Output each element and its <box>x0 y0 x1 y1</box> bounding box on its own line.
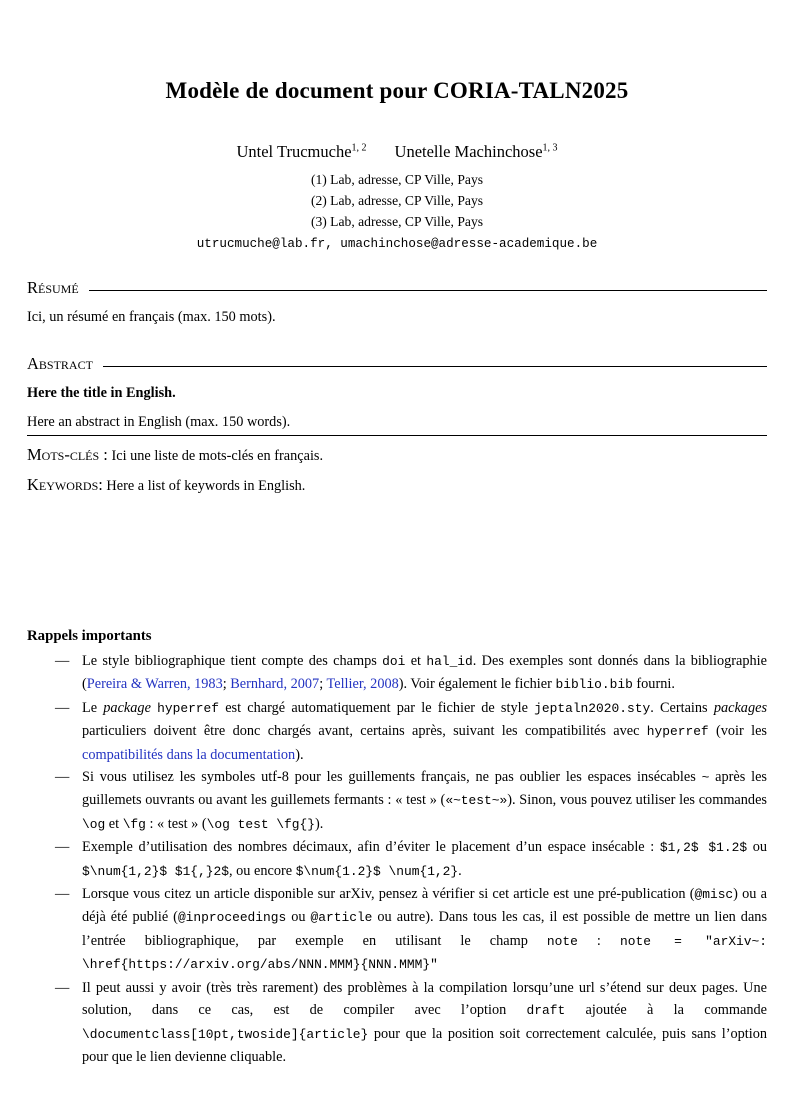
inline-code: hyperref <box>157 700 220 716</box>
inline-code: biblio.bib <box>555 677 633 693</box>
text-segment: : « test » ( <box>145 815 207 832</box>
text-segment: (voir les <box>708 723 767 740</box>
note-text <box>82 650 767 697</box>
text-segment: fourni. <box>632 676 675 693</box>
inline-code: \og <box>82 816 106 832</box>
inline-link[interactable]: compatibilités dans la documentation <box>82 746 296 763</box>
inline-code: note <box>546 933 578 949</box>
abstract-label: Abstract <box>27 354 93 373</box>
notes-heading: Rappels importants <box>27 628 152 644</box>
author-emails: utrucmuche@lab.fr, umachinchose@adresse-academique.be <box>196 237 598 251</box>
paper-title: Modèle de document pour CORIA-TALN2025 <box>165 78 629 103</box>
affiliation-line: (2) Lab, adresse, CP Ville, Pays <box>310 193 484 208</box>
keywords-text: Here a list of keywords in English. <box>106 478 306 494</box>
affiliation-line: (1) Lab, adresse, CP Ville, Pays <box>310 172 484 187</box>
note-text <box>82 977 767 1069</box>
text-segment: ; <box>319 676 327 693</box>
text-segment: , ou encore <box>228 862 296 879</box>
horizontal-rule <box>89 290 767 291</box>
inline-code: \documentclass[10pt,twoside]{article} <box>82 1026 369 1042</box>
notes-list <box>27 650 767 1068</box>
abstract-section-header <box>27 354 767 374</box>
list-dash-marker: — <box>55 839 70 856</box>
author-2-affiliation-marks: 1, 3 <box>542 142 558 154</box>
note-item <box>55 977 767 1069</box>
resume-label: Résumé <box>27 278 79 297</box>
resume-section-header <box>27 278 767 298</box>
keywords-line <box>27 475 767 496</box>
list-dash-marker: — <box>55 699 70 716</box>
list-dash-marker: — <box>55 979 70 996</box>
authors-line <box>27 142 767 162</box>
text-segment: Le <box>82 699 104 716</box>
text-segment: ou autre). Dans tous les cas, il est possible de mettre un lien dans l’entrée bibliographique, par exemple en utilisant le champ <box>82 909 768 949</box>
text-segment: Le style bibliographique tient compte des champs <box>82 653 383 669</box>
note-item <box>55 883 767 977</box>
mots-cles-label: Mots-clés : <box>27 445 108 464</box>
inline-code: jeptaln2020.sty <box>534 700 651 716</box>
mots-cles-line <box>27 445 767 466</box>
text-segment: après les guillemets ouvrants ou avant les guillemets fermants : « test » ( <box>82 769 767 809</box>
text-segment: est chargé automatiquement par le fichier de style <box>219 699 535 716</box>
inline-code: doi <box>382 654 406 669</box>
author-1-name: Untel Trucmuche <box>236 142 352 161</box>
text-segment: Il peut aussi y avoir (très très rarement) des problèmes à la compilation lorsqu’une url s’étend sur deux pages. Une solution, dans ce cas, est de compiler avec l’option <box>82 979 767 1019</box>
note-text <box>82 766 767 836</box>
text-segment: particuliers doivent être donc chargés avant, certains après, suivant les compatibilités avec <box>82 723 647 740</box>
inline-code: @inproceedings <box>177 910 287 926</box>
inline-code: hyperref <box>646 724 709 740</box>
mots-cles-text: Ici une liste de mots-clés en français. <box>111 448 324 464</box>
text-segment: pour que la position soit correctement calculée, puis sans l’option pour que le lien devienne cliquable. <box>82 1025 767 1065</box>
author-2-name: Unetelle Machinchose <box>394 142 543 161</box>
text-segment: . Des exemples sont donnés dans la bibliographie ( <box>82 653 767 693</box>
inline-code: draft <box>526 1003 566 1019</box>
text-segment: et <box>405 653 427 669</box>
text-segment: : <box>577 932 620 949</box>
inline-code: @misc <box>694 887 734 903</box>
inline-code: \fg <box>122 816 146 832</box>
list-dash-marker: — <box>55 769 70 786</box>
note-item <box>55 697 767 766</box>
inline-code: note = "arXiv~: \href{https://arxiv.org/abs/NNN.MMM}{NNN.MMM}" <box>82 933 767 973</box>
text-segment: ). Sinon, vous pouvez utiliser les commandes <box>507 792 767 809</box>
text-segment: ou <box>286 909 311 926</box>
note-item <box>55 766 767 836</box>
list-dash-marker: — <box>55 653 70 669</box>
keywords-label: Keywords: <box>27 475 103 494</box>
inline-link[interactable]: Bernhard, 2007 <box>230 676 320 693</box>
inline-code: $\num{1.2}$ \num{1,2} <box>295 863 459 879</box>
text-segment: et <box>105 815 123 832</box>
text-segment: ; <box>222 676 231 693</box>
text-segment: ). <box>314 815 324 832</box>
author-1-affiliation-marks: 1, 2 <box>351 142 367 154</box>
note-item <box>55 650 767 697</box>
text-segment: Exemple d’utilisation des nombres décimaux, afin d’éviter le placement d’un espace insécable : <box>82 839 660 856</box>
inline-link[interactable]: Pereira & Warren, 1983 <box>86 676 223 693</box>
resume-text: Ici, un résumé en français (max. 150 mots). <box>27 309 276 325</box>
english-abstract: Here an abstract in English (max. 150 words). <box>27 412 767 436</box>
inline-code: ~ <box>701 770 710 786</box>
inline-code: \og test \fg{} <box>206 816 315 832</box>
inline-code: «~test~» <box>445 793 508 809</box>
text-segment: . <box>458 862 462 879</box>
inline-code: @article <box>310 910 373 926</box>
text-segment: ajoutée à la commande <box>565 1002 767 1019</box>
text-segment: packages <box>713 699 768 716</box>
affiliations-block <box>27 169 767 232</box>
inline-code: $1,2$ $1.2$ <box>659 840 748 856</box>
horizontal-rule <box>103 366 767 367</box>
inline-link[interactable]: Tellier, 2008 <box>326 676 399 693</box>
text-segment: package <box>103 699 151 716</box>
note-text <box>82 883 767 977</box>
text-segment: Si vous utilisez les symboles utf-8 pour les guillements français, ne pas oublier les espaces insécables <box>82 769 702 786</box>
english-title: Here the title in English. <box>27 385 176 401</box>
text-segment: Lorsque vous citez un article disponible sur arXiv, pensez à vérifier si cet article est une pré-publication ( <box>82 886 695 903</box>
text-segment: ou <box>747 839 768 856</box>
list-dash-marker: — <box>55 886 70 903</box>
text-segment: ). Voir également le fichier <box>398 676 556 693</box>
text-segment: . Certains <box>650 699 714 716</box>
text-segment: ) ou a déjà été publié ( <box>82 886 767 926</box>
text-segment: ). <box>295 746 304 763</box>
inline-code: hal_id <box>426 654 473 669</box>
inline-code: $\num{1,2}$ $1{,}2$ <box>82 863 229 879</box>
note-text <box>82 697 767 766</box>
note-item <box>55 836 767 883</box>
note-text <box>82 836 767 883</box>
affiliation-line: (3) Lab, adresse, CP Ville, Pays <box>310 214 484 229</box>
